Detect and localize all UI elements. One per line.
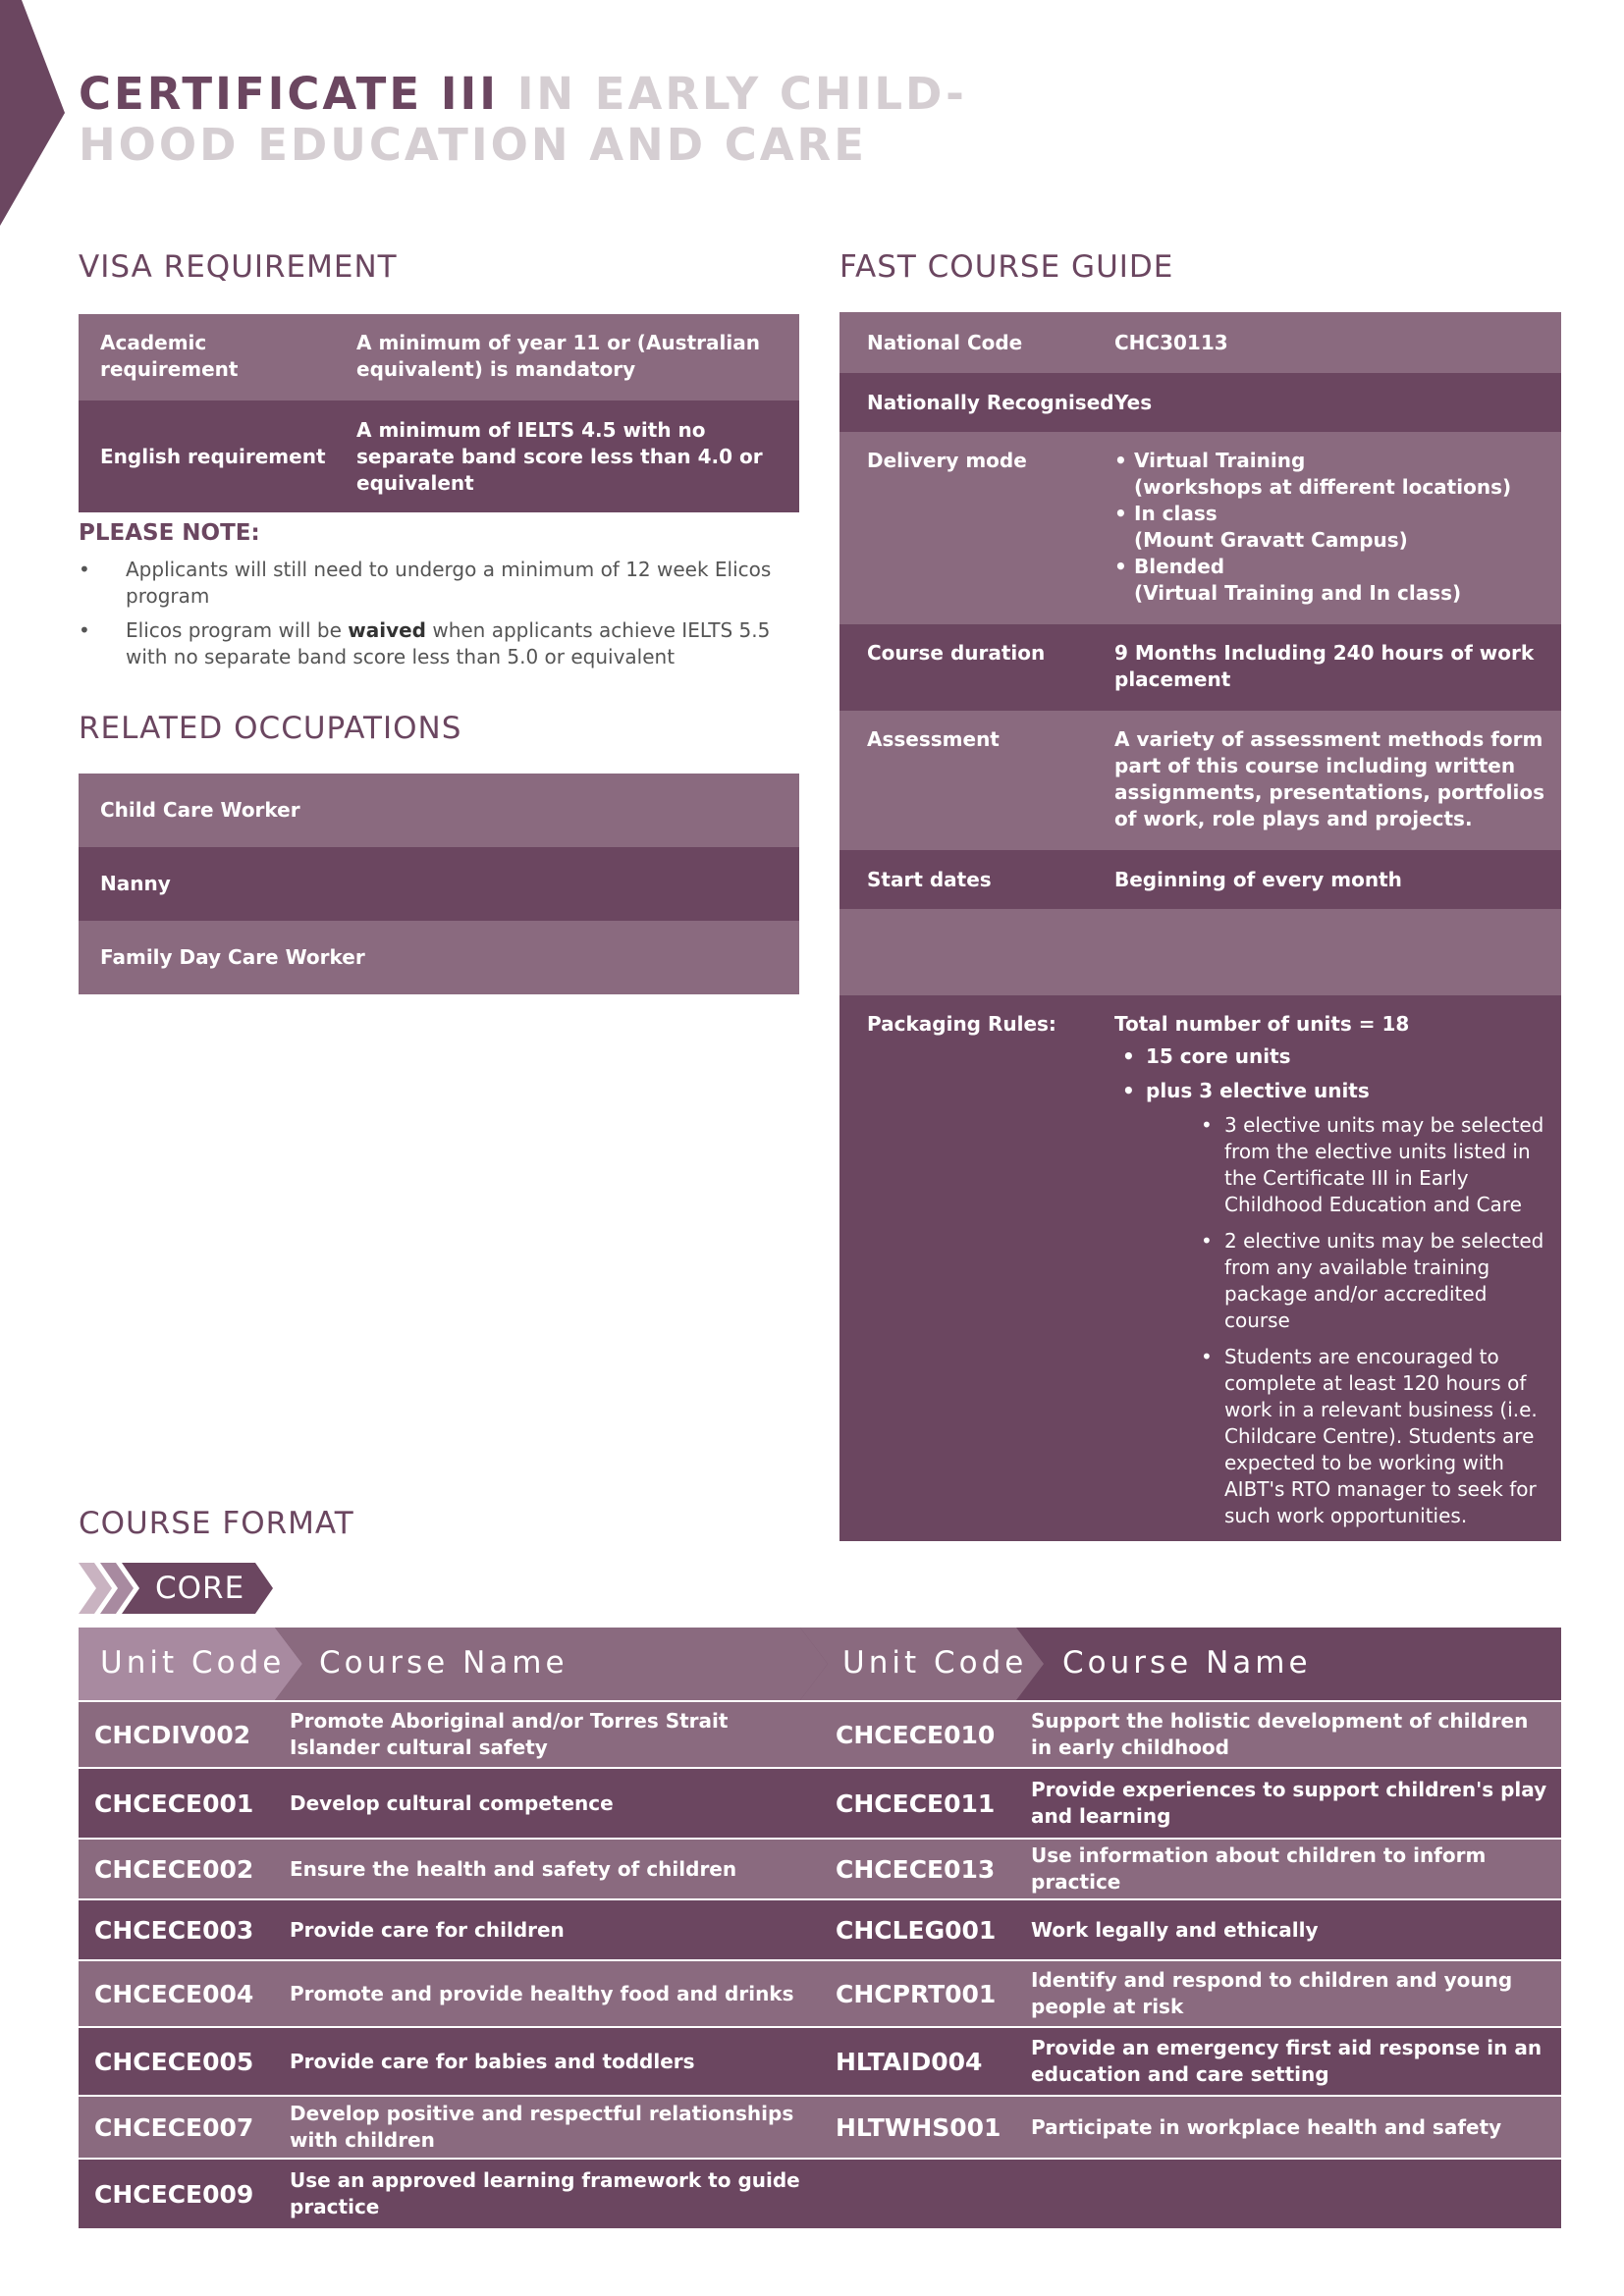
corner-chevron-decoration xyxy=(0,0,65,226)
table-row: CHCECE007 Develop positive and respectful relationships with children HLTWHS001 Participate in workplace health and safety xyxy=(79,2095,1561,2158)
table-row: CHCECE001 Develop cultural competence CHCECE011 Provide experiences to support children's play and learning xyxy=(79,1767,1561,1838)
guide-row-recognised: Nationally Recognised Yes xyxy=(839,373,1561,432)
title-light-1: IN EARLY CHILD- xyxy=(516,68,967,120)
table-row: CHCECE002 Ensure the health and safety of children CHCECE013 Use information about children to inform practice xyxy=(79,1838,1561,1898)
visa-row-academic xyxy=(79,314,799,400)
delivery-list: • Virtual Training (workshops at different locations) • In class (Mount Gravatt Campus) • Blended (Virtual Training and In class) xyxy=(1114,448,1561,607)
header-course-name: Course Name xyxy=(319,1645,568,1681)
note-list xyxy=(79,557,785,678)
guide-row-delivery: Delivery mode • Virtual Training (workshops at different locations) • In class (Mount Gravatt Campus) • Blended (Virtual Training and In class) xyxy=(839,432,1561,624)
core-badge xyxy=(79,1563,275,1614)
header-course-name: Course Name xyxy=(1062,1645,1312,1681)
header-arrow-shapes xyxy=(79,1628,1561,1700)
format-heading: COURSE FORMAT xyxy=(79,1506,354,1541)
visa-heading: VISA REQUIREMENT xyxy=(79,249,398,285)
page-title xyxy=(79,69,967,171)
header-unit-code: Unit Code xyxy=(842,1645,1028,1681)
occupation-item: Nanny xyxy=(79,847,799,921)
visa-label: Academic requirement xyxy=(100,331,239,381)
visa-label: English requirement xyxy=(100,444,326,468)
table-row: CHCDIV002 Promote Aboriginal and/or Torres Strait Islander cultural safety CHCECE010 Support the holistic development of children in early childhood xyxy=(79,1700,1561,1767)
core-label: CORE xyxy=(155,1571,245,1606)
header-unit-code: Unit Code xyxy=(100,1645,286,1681)
note-item: • Elicos program will be waived when applicants achieve IELTS 5.5 with no separate band score less than 5.0 or equivalent xyxy=(79,617,785,670)
visa-value: A minimum of year 11 or (Australian equivalent) is mandatory xyxy=(356,331,760,381)
guide-row-start: Start dates Beginning of every month xyxy=(839,850,1561,909)
title-dark: CERTIFICATE III xyxy=(79,68,500,120)
core-table-header xyxy=(79,1628,1561,1700)
guide-row-assessment: Assessment A variety of assessment methods form part of this course including written assignments, presentations, portfolios of work, role plays and projects. xyxy=(839,711,1561,850)
packaging-list: • 15 core units • plus 3 elective units • 3 elective units may be selected from the elective units listed in the Certificate III in Early Childhood Education and Care • 2 elective units may be selected from any available training package and/or accredited course • Students are encouraged to complete at least 120 hours of work in a relevant business (i.e. Childcare Centre). Students are expected to be working with AIBT's RTO manager to seek for such work opportunities. xyxy=(1114,1043,1547,1529)
visa-table xyxy=(79,314,799,512)
occupation-item: Family Day Care Worker xyxy=(79,921,799,994)
guide-table xyxy=(839,312,1561,1541)
title-light-2: HOOD EDUCATION AND CARE xyxy=(79,119,867,171)
guide-row-empty xyxy=(839,909,1561,995)
occupations-list xyxy=(79,774,799,994)
visa-row-english xyxy=(79,400,799,512)
table-row: CHCECE005 Provide care for babies and toddlers HLTAID004 Provide an emergency first aid response in an education and care setting xyxy=(79,2026,1561,2095)
core-units-table xyxy=(79,1628,1561,2228)
table-row: CHCECE003 Provide care for children CHCLEG001 Work legally and ethically xyxy=(79,1898,1561,1959)
visa-value: A minimum of IELTS 4.5 with no separate band score less than 4.0 or equivalent xyxy=(356,417,763,495)
note-item: • Applicants will still need to undergo a minimum of 12 week Elicos program xyxy=(79,557,785,610)
occupations-heading: RELATED OCCUPATIONS xyxy=(79,711,462,746)
please-note-title: PLEASE NOTE: xyxy=(79,520,260,546)
table-row: CHCECE009 Use an approved learning framework to guide practice xyxy=(79,2158,1561,2228)
guide-row-code: National Code CHC30113 xyxy=(839,312,1561,373)
guide-row-packaging: Packaging Rules: Total number of units = 18 • 15 core units • plus 3 elective units • 3 elective units may be selected from the elective units listed in the Certificate III in Early Childhood Education and Care • 2 elective units may be selected from any available training package and/or accredited course • Students are encouraged to complete at least 120 hours of work in a relevant business (i.e. Childcare Centre). Students are expected to be working with AIBT's RTO manager to seek for such work opportunities. xyxy=(839,995,1561,1541)
guide-row-duration: Course duration 9 Months Including 240 hours of work placement xyxy=(839,624,1561,711)
guide-heading: FAST COURSE GUIDE xyxy=(839,249,1174,285)
table-row: CHCECE004 Promote and provide healthy food and drinks CHCPRT001 Identify and respond to children and young people at risk xyxy=(79,1959,1561,2026)
occupation-item: Child Care Worker xyxy=(79,774,799,847)
